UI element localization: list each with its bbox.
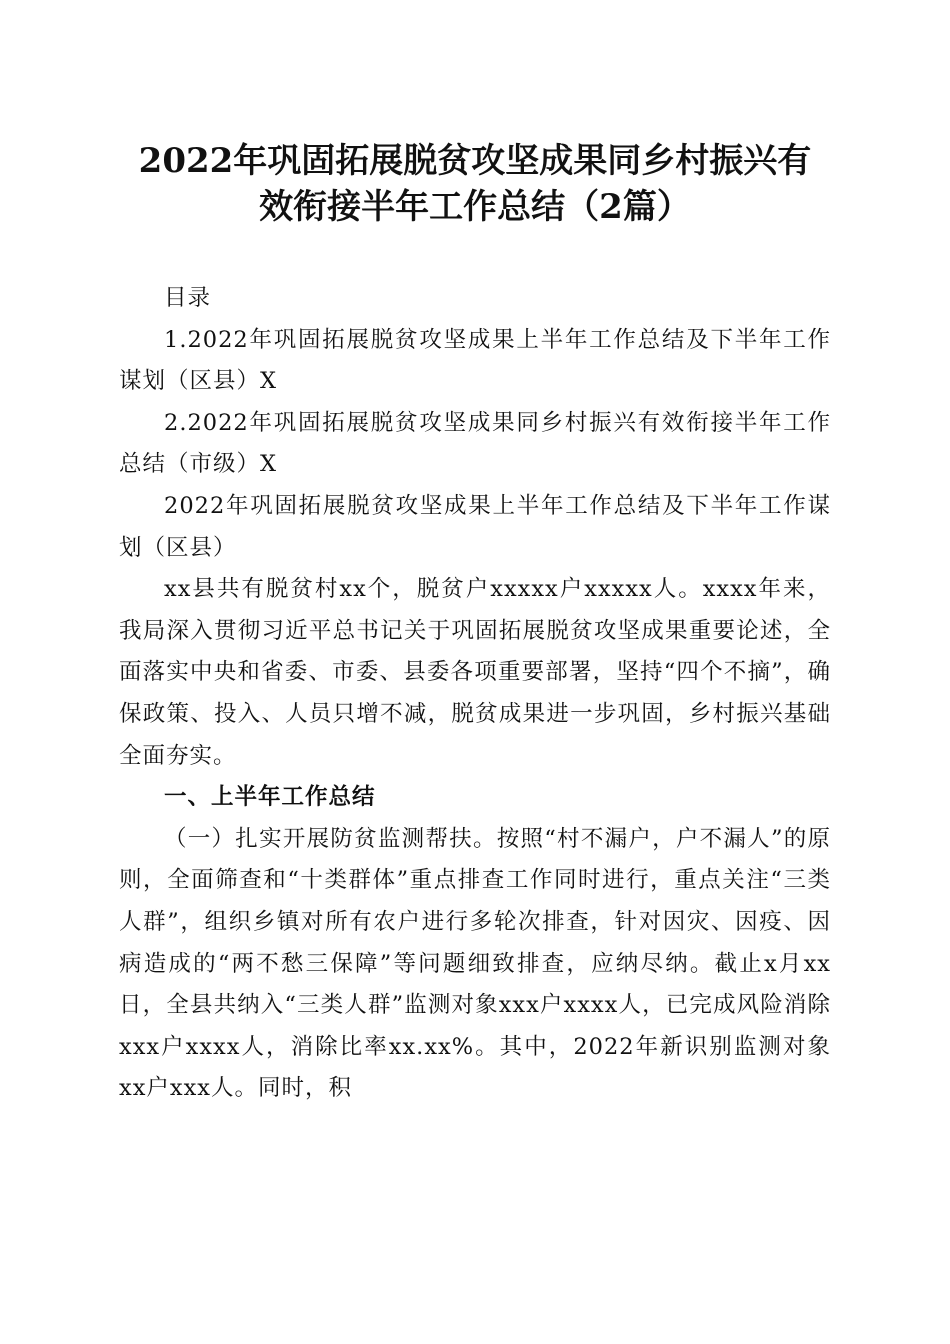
document-title-line-2: 效衔接半年工作总结（2篇） (259, 187, 691, 227)
toc-item-2: 2.2022年巩固拓展脱贫攻坚成果同乡村振兴有效衔接半年工作总结（市级）X (119, 409, 831, 478)
toc-item-1: 1.2022年巩固拓展脱贫攻坚成果上半年工作总结及下半年工作谋划（区县）X (119, 326, 831, 395)
section-paragraph: （一）扎实开展防贫监测帮扶。按照“村不漏户，户不漏人”的原则，全面筛查和“十类群体”重点排查工作同时进行，重点关注“三类人群”，组织乡镇对所有农户进行多轮次排查，针对因灾、因疫、因病造成的“两不愁三保障”等问题细致排查，应纳尽纳。截止x月xx日，全县共纳入“三类人群”监测对象xxx户xxxx人，已完成风险消除xxx户xxxx人，消除比率xx.xx%。其中，2022年新识别监测对象xx户xxx人。同时，积 (119, 825, 831, 1102)
section-heading: 一、上半年工作总结 (164, 784, 376, 811)
document-title (100, 138, 850, 230)
intro-paragraph: xx县共有脱贫村xx个，脱贫户xxxxx户xxxxx人。xxxx年来，我局深入贯彻习近平总书记关于巩固拓展脱贫攻坚成果重要论述，全面落实中央和省委、市委、县委各项重要部署，坚持“四个不摘”，确保政策、投入、人员只增不减，脱贫成果进一步巩固，乡村振兴基础全面夯实。 (119, 576, 831, 769)
article-title: 2022年巩固拓展脱贫攻坚成果上半年工作总结及下半年工作谋划（区县） (119, 492, 831, 561)
toc-label: 目录 (164, 285, 212, 311)
document-body (119, 278, 831, 1110)
document-title-line-1: 2022年巩固拓展脱贫攻坚成果同乡村振兴有 (138, 141, 812, 181)
